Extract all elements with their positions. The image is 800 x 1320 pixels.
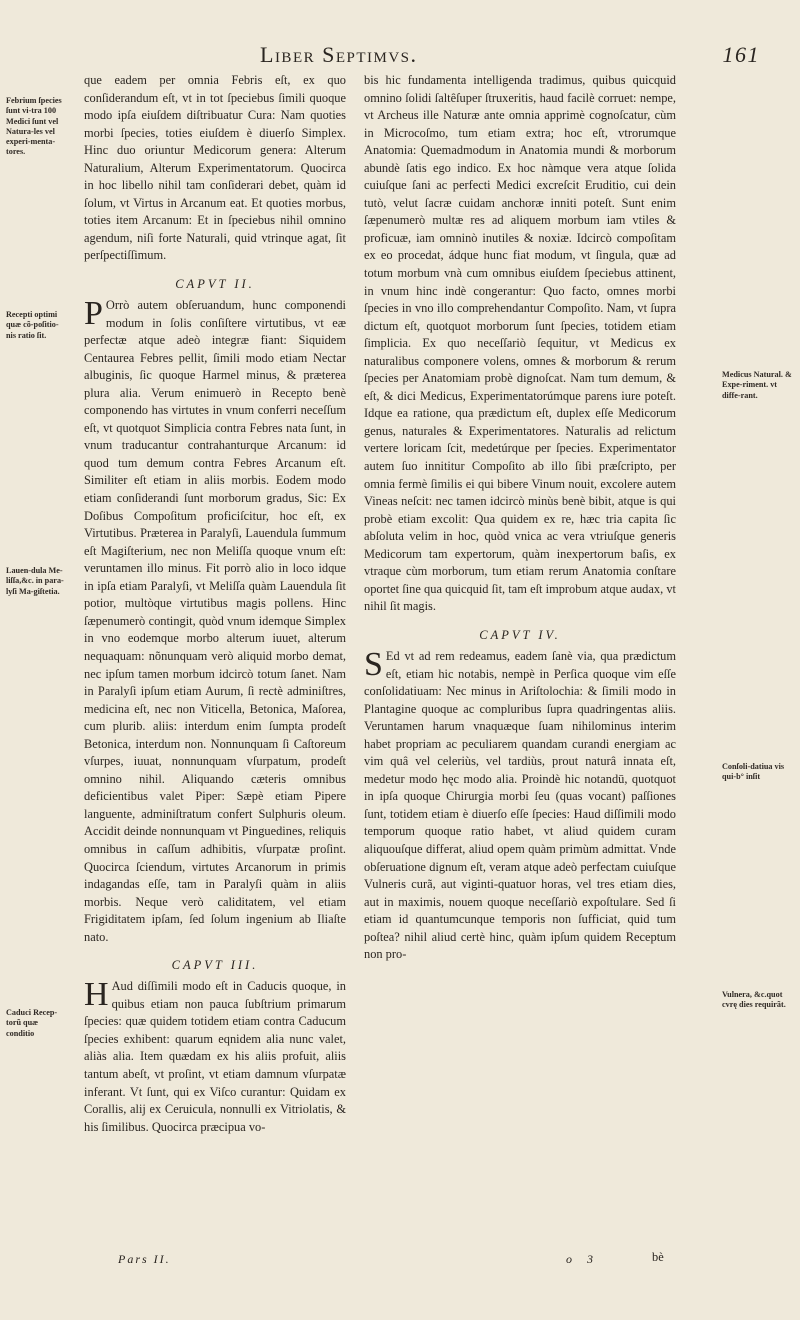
margin-note-recepti: Recepti optimi quæ cõ-poſitio-nis ratio ſit. (6, 310, 59, 340)
paragraph: bis hic fundamenta intelligenda tradimus, quibus quicquid omnino ſolidi ſaltêſuper ſtruxeritis, haud facilè corruet: nempe, vt Archeus ille Naturæ ante omnia apprimè cognoſcatur, cùm in Microcoſmo, tum etiam extra; hoc eſt, vtrorumque Anatomia: Quemadmodum in Anatomia mundi & morborum abundè ſatis ego indico. Ex hoc nàmque vera atque ſolida cuiuſque ſani ac perfecti Medici excreſcit Eruditio, cui dein tutò, velut ſacræ cuidam anchoræ inniti poteſt. Sunt enim ſæpenumerò multæ res ad aliquem morbum iam vtiles & proficuæ, iam omninò inutiles & noxiæ. Idcircò compoſitam ex eo procedat, ádque hunc fiat modum, vt ſingula, quæ ad totum morbum vnà cum omnibus eiuſdem ſpeciebus attinent, in vnum hinc indè congerantur: Quo facto, omnes morbi ſpecies in vno illo comprehendantur Compoſito. Nam, vt ſupra dictum eſt, quotquot morborum ſunt ſpecies, totidem etiam ſimplicia. Ex quo neceſſariò ſequitur, vt Medicus ex naturalibus componere volens, omnes & morborum & rerum ſpecies per Anatomiam probè dignoſcat. Nam tum demum, & eſt, & dici Medicus, Experimentatorúmque parens iure poteſt. Idque ea ratione, qua prædictum eſt, duplex eſſe Medicorum genus, naturales & Experimentatores. Naturalis ad relictum vertere loricam ſcit, medetúrque per ſpecies. Experimentator autem ſuo innititur Compoſito ab illo ſibi præſcripto, per omnia fermè ſimilis ei qui bibere Vinum nouit, excolere autem Vineas neſcit: nec tamen idcircò minùs benè bibit, atque is qui probè etiam excolit: Qua quidem ex re, hæc tria capita ſic abſoluta velim in hoc, quòd vnica ac vera vtriuſque generis Medicorum tam expertorum, quàm inexpertorum baſis, ex vtraque cùm morborum, tum etiam rerum Anatomia conſtare oportet ſine qua quicquid ſit, tam eſt improbum atque audax, vt nihil ſit magis. (364, 73, 676, 614)
paragraph-text: Ed vt ad rem redeamus, eadem ſanè via, qua prædictum eſt, etiam hic notabis, nempè in Perſica quoque vim eſſe conſolidatiuam: Nec minus in Ariſtolochia: & ſimili modo in Plantagine quoque ac compluribus ſupra quadringentas aliis. Veruntamen harum vnaquæque ſuam nihilominus interim habet propriam ac peculiarem quandam curandi energiam ac vim quâ vel celeriùs, vel tardiùs, prout naturâ innata eſt, medetur modo hęc modo alia. Proindè hic notandū, quotquot in ipſa quoque Chirurgia morbi ſeu (quas vocant) paſſiones ſunt, totidem etiam è diuerſo eſſe ſpecies: Haud diſſimili modo temporum quoque ratio habet, vt aliud quidem curam aliquouſque differat, aliud opem quàm primùm admittat. Vnde obſeruatione dignum eſt, veram atque adeò perfectam cuiuſque Vulneris curã, aut viginti-quatuor horas, vel tres etiam dies, aut in maximis, nouem quoque neceſſariò expoſtulare. Sed ſi etiam id quantumcunque temporis non ſufficiat, quid tum poſtea? nihil aliud certè hinc, quàm ipſum quidem Receptum non pro- (364, 648, 676, 962)
paragraph: que eadem per omnia Febris eſt, ex quo conſiderandum eſt, vt in tot ſpeciebus ſimili quoque modo ipſa eiuſdem diſtribuatur Cura: Nam quoties morbi ſpecies, toties eiuſdem è diuerſo Simplex. Hinc duo oriuntur Medicorum genera: Alterum Naturalium, Alterum Experimentatorum. Quocirca in hoc libello nihil tam conſiderari debet, quàm id ſolum, vt Virtus in Arcanum eat. Et quoties morbus, toties item Arcanum: Et in ſpeciebus nihil omnino agendum, niſi forte Naturali, quid vtrinque agat, ſit perſpectiſſimum. (84, 73, 346, 263)
drop-cap: H (84, 976, 109, 1014)
page-number: 161 (722, 42, 760, 67)
margin-note-febrium: Febrium ſpecies ſunt vi-tra 100 Medici ſunt vel Natura-les vel experi-menta-tores. (6, 96, 62, 157)
running-header (260, 42, 760, 70)
margin-note-medicus: Medicus Natural. & Expe-riment. vt diffe-rant. (722, 370, 792, 400)
margin-note-consolidatiua: Conſoli-datiua vis qui-b° inſit (722, 762, 785, 782)
chapter-heading: CAPVT III. (171, 958, 259, 973)
margin-note-vulnera: Vulnera, &c.quot cvrę dies requirãt. (722, 990, 786, 1010)
paragraph (84, 978, 346, 1136)
paragraph (84, 297, 346, 946)
chapter-heading: CAPVT II. (175, 277, 255, 292)
chapter-heading: CAPVT IV. (479, 627, 561, 642)
catchword: bè (652, 1250, 664, 1264)
signature-mark: o 3 (566, 1252, 599, 1266)
paragraph (364, 645, 676, 964)
drop-cap: S (364, 645, 383, 683)
signature-mark: Pars II. (118, 1252, 171, 1266)
paragraph-text: Aud diſſimili modo eſt in Caducis quoque, in quibus etiam non pauca ſubſtrium primarum ſpecies: quæ quidem totidem etiam contra Caducum ſpecies exhibent: quarum eqnidem alia nunc valet, aliàs alia. Item quædam ex his aliis profuit, aliis tantum abeſt, vt proſint, vt etiam damnum vſurpatæ inferant. Vt ſunt, qui ex Viſco curantur: Quidam ex Corallis, alij ex Ceruicula, nonnulli ex Vitriolatis, & his ſimilibus. Quocirca præcipua vo- (84, 979, 346, 1134)
margin-note-lauendula: Lauen-dula Me-liſſa,&c. in para-lyſi Ma-giſtetia. (6, 566, 64, 596)
running-title: Liber Septimvs. (260, 42, 418, 67)
paragraph-text: Orrò autem obſeruandum, hunc componendi modum in ſolis conſiſtere virtutibus, vt eæ perfectæ atque adeò integræ fiant: Siquidem Centaurea Febres pellit, ſimili modo etiam Nectar albuginis, ſic quoque Harmel minus, & præterea plura alia. Verum enimuerò in Recepto benè componendo has virtutes in vnum conferri neceſſum eſt, vt quotquot Simplicia contra Febres nata ſunt, in vnum traducantur contrahanturque Arcanum: id quod tum demum contra Febres Arcanum eſt. Similiter eſt etiam in aliis morbis. Eodem modo etiam conſiderandi ſunt morborum gradus, Sic: Ex Doſibus Compoſitum proficiſcitur, hoc eſt, ex Virtutibus. Præterea in Paralyſi, Lauendula ſummum eſt Magiſterium, nec non Meliſſa quoque vnum eſt: veruntamen illo minus. Fit porrò alio in loco idque in ipſa etiam Paralyſi, vt Meliſſa quàm Lauendula ſit potior, multòque virtutibus magis pollens. Hinc ſæpenumerò contingit, quòd vnum idemque Simplex in vno eodemque morbo alterum iuuet, alterum nequaquam: nõnunquam verò aliquid morbo demat, nec ipſum tamen morbum idcircò totum ſanet. Nam in Paralyſi ipſum etiam Aurum, ſi rectè adminiſtres, medicina eſt, nec non Viticella, Betonica, Maſorea, cum plurib. aliis: interdum enim ſumpta prodeſt Betonica, interdum non. Nonnunquam ſi Caſtoreum vſurpes, iuuat, nonnunquam vſurpatum, prodeſt omnino nihil. Aliquando cæteris omnibus deficientibus valet Piper: Sæpè etiam Pipere languente, adminiſtratum confert Sulphuris oleum. Accidit deinde nonnunquam vt Pinguedines, reliquis omnibus in caſſum adhibitis, vſurpatæ proſint. Quocirca ſciendum, virtutes Arcanorum in primis indagandas eſſe, tam in Paralyſi quàm in aliis morbis. Neque verò caliditatem, vel etiam Frigiditatem ipſam, ſed ſolum ingenium ab Iliaſte nato. (84, 298, 346, 944)
margin-note-caduci: Caduci Recep-torũ quæ conditio (6, 1008, 58, 1038)
left-column (84, 72, 346, 1136)
right-column (364, 72, 676, 964)
drop-cap: P (84, 295, 103, 333)
